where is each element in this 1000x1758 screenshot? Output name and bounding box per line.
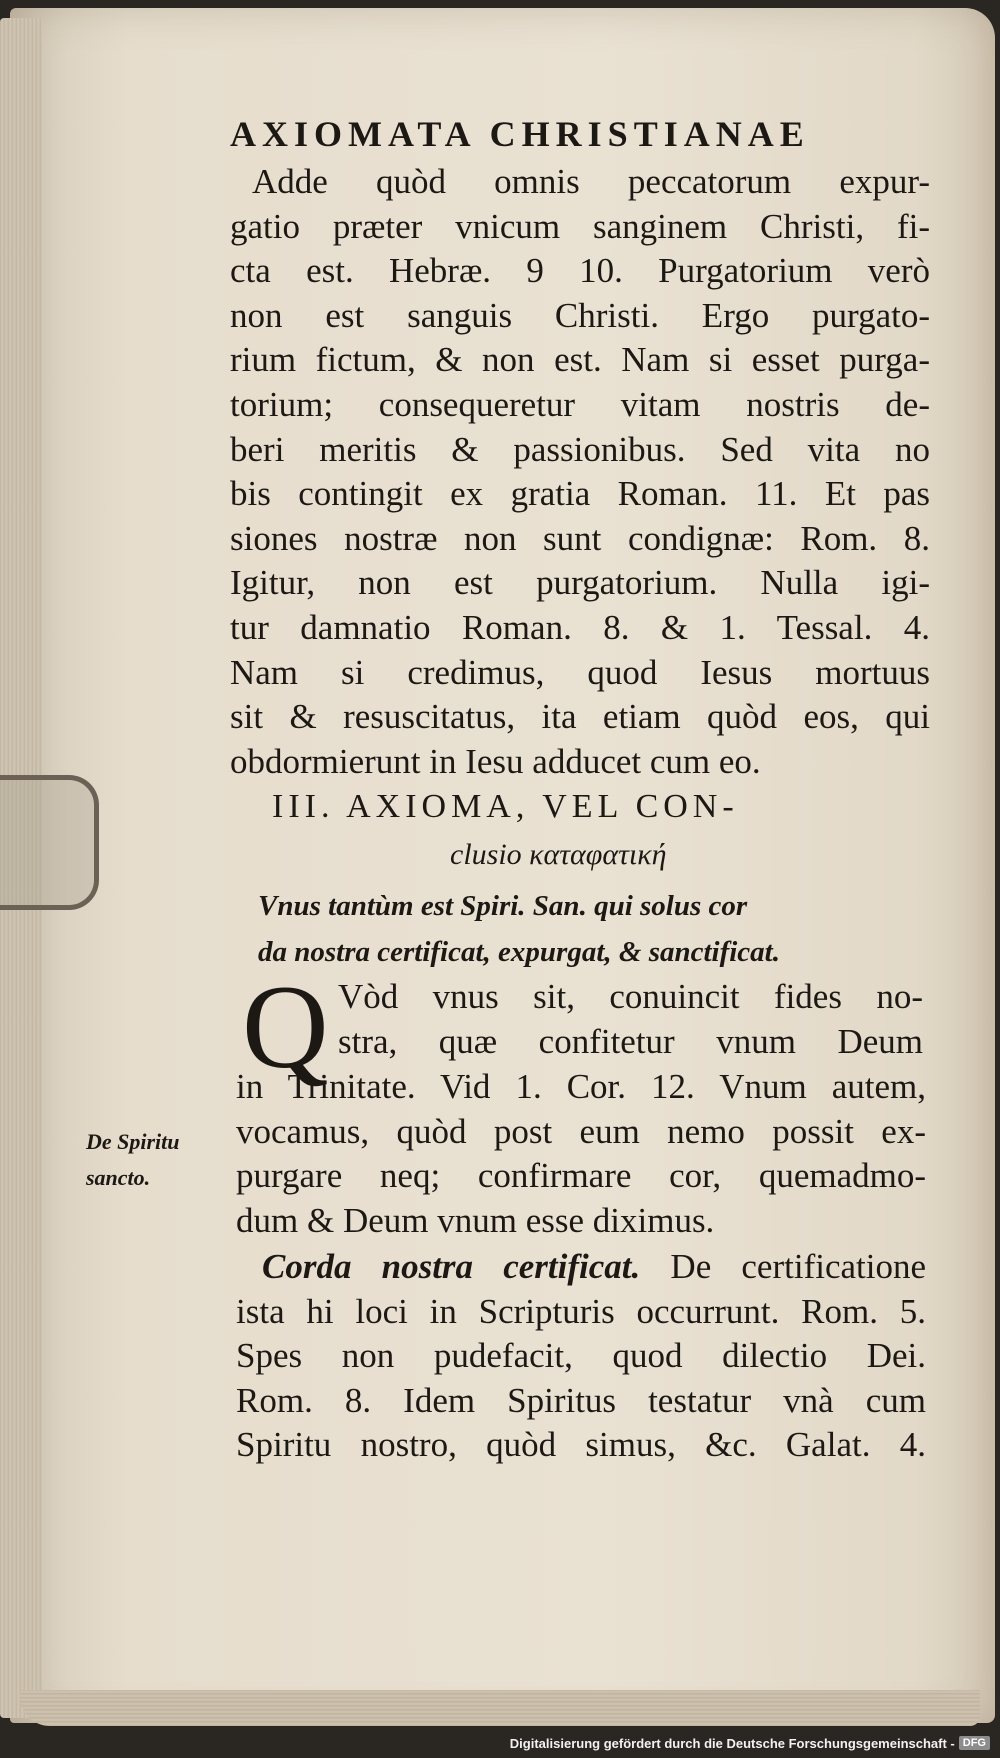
text-line: gatio præter vnicum sanginem Christi, fi-: [230, 206, 930, 246]
thesis-line: Vnus tantùm est Spiri. San. qui solus cor: [258, 890, 748, 922]
section-thesis: [258, 883, 918, 975]
paragraph-1: [230, 160, 930, 784]
text-line: ista hi loci in Scripturis occurrunt. Rom. 5.: [236, 1291, 926, 1331]
marginal-note: [86, 1124, 180, 1196]
text-line: sit & resuscitatus, ita etiam quòd eos, qui: [230, 697, 930, 737]
text-line: Igitur, non est purgatorium. Nulla igi-: [230, 563, 930, 603]
credit-text: Digitalisierung gefördert durch die Deutsche Forschungsgemeinschaft -: [509, 1735, 955, 1751]
text-line: obdormierunt in Iesu adducet cum eo.: [230, 741, 761, 781]
text-line: vocamus, quòd post eum nemo possit ex-: [236, 1111, 926, 1151]
text-line: Spes non pudefacit, quod dilectio Dei.: [236, 1336, 926, 1376]
text-line: Spiritu nostro, quòd simus, &c. Galat. 4.: [236, 1425, 926, 1465]
running-header: AXIOMATA CHRISTIANAE: [230, 114, 810, 154]
text-line: rium fictum, & non est. Nam si esset purga-: [230, 340, 930, 380]
main-text: [230, 108, 930, 784]
text-line: stra, quæ confitetur vnum Deum: [338, 1021, 923, 1061]
text-line: Adde quòd omnis peccatorum expur-: [252, 162, 930, 201]
page-edges-bottom: [20, 1690, 980, 1726]
text-line: siones nostræ non sunt condignæ: Rom. 8.: [230, 518, 930, 558]
text-line: Nam si credimus, quod Iesus mortuus: [230, 652, 930, 692]
text-line: Rom. 8. Idem Spiritus testatur vnà cum: [236, 1380, 926, 1420]
text-line: dum & Deum vnum esse diximus.: [236, 1200, 715, 1240]
section-subtitle: clusio καταφατική: [450, 838, 667, 871]
text-line: bis contingit ex gratia Roman. 11. Et pas: [230, 474, 930, 514]
thesis-line: da nostra certificat, expurgat, & sanctificat.: [258, 936, 780, 968]
text-line: [236, 1245, 926, 1290]
text-line: non est sanguis Christi. Ergo purgato-: [230, 295, 930, 335]
paragraph-lead-rest: De certificatione: [670, 1247, 926, 1286]
text-line: cta est. Hebræ. 9 10. Purgatorium verò: [230, 251, 930, 291]
paragraph-2-indented: [338, 975, 923, 1064]
section-title: III. AXIOMA, VEL CON-: [272, 788, 739, 825]
book-clip: [0, 775, 99, 910]
text-line: beri meritis & passionibus. Sed vita no: [230, 429, 930, 469]
text-line: torium; consequeretur vitam nostris de-: [230, 384, 930, 424]
text-line: in Trinitate. Vid 1. Cor. 12. Vnum autem,: [236, 1067, 926, 1106]
paragraph-3: [236, 1245, 926, 1468]
text-line: purgare neq; confirmare cor, quemadmo-: [236, 1156, 926, 1196]
paragraph-lead: Corda nostra certificat.: [262, 1247, 641, 1286]
dfg-logo: DFG: [959, 1736, 990, 1750]
text-line: Vòd vnus sit, conuincit fides no-: [338, 977, 923, 1016]
drop-cap: Q: [242, 960, 329, 1093]
text-line: tur damnatio Roman. 8. & 1. Tessal. 4.: [230, 607, 930, 647]
digitization-credit: [508, 1732, 992, 1754]
marginal-note-line: sancto.: [86, 1165, 151, 1190]
paragraph-2: [236, 1065, 926, 1243]
marginal-note-line: De Spiritu: [86, 1129, 180, 1154]
